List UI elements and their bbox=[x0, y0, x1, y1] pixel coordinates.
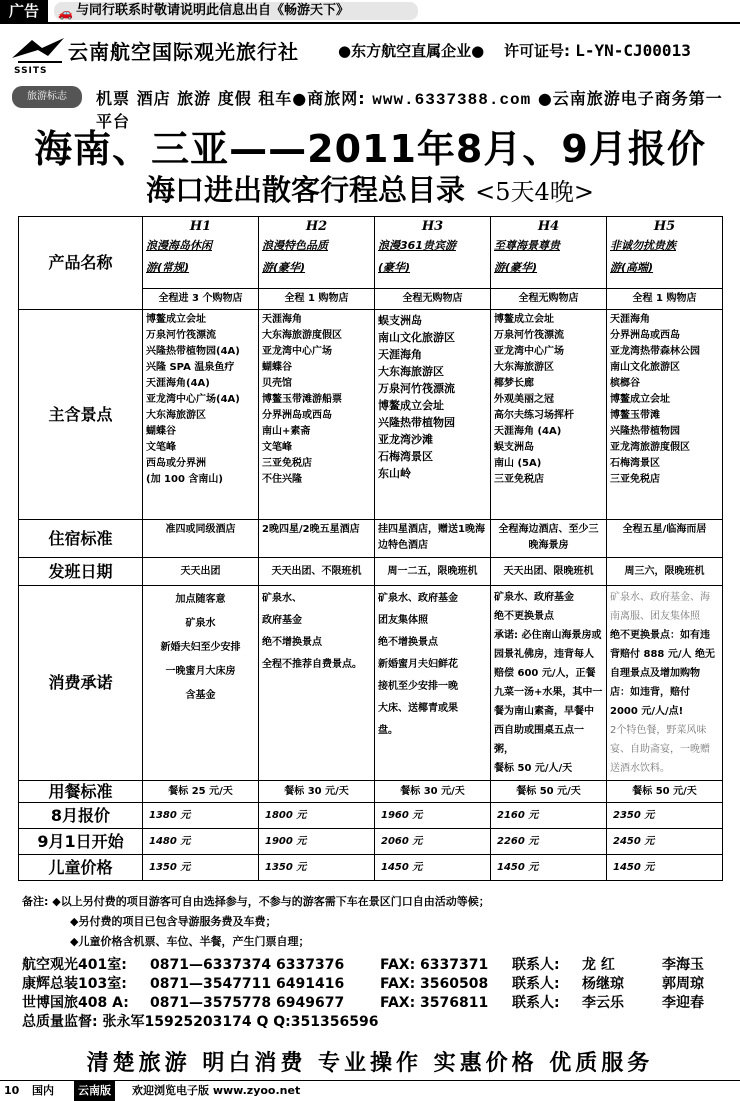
aug-price: 2350 元 bbox=[607, 803, 723, 829]
sights-cell bbox=[491, 310, 607, 520]
list-item: 椰梦长廊 bbox=[494, 378, 534, 389]
sights-cell bbox=[607, 310, 723, 520]
promise-cell bbox=[607, 586, 723, 781]
list-item: 兴隆热带植物园 bbox=[378, 416, 455, 429]
supervisor: 总质量监督: 张永军15925203174 Q Q:351356596 bbox=[22, 1014, 379, 1030]
child-price: 1350 元 bbox=[143, 855, 259, 881]
contact-person-label: 联系人: bbox=[512, 995, 560, 1011]
list-item: 亚龙湾沙滩 bbox=[378, 433, 433, 446]
label-meal: 用餐标准 bbox=[19, 781, 143, 803]
list-item: 新婚夫妇至少安排 bbox=[160, 642, 241, 653]
sights-cell bbox=[375, 310, 491, 520]
contact-person-label: 联系人: bbox=[512, 957, 560, 973]
promise-grey: 矿泉水、政府基金、海南离服、团友集体照 bbox=[610, 592, 710, 622]
child-price: 1450 元 bbox=[375, 855, 491, 881]
contact-person: 李云乐 bbox=[582, 995, 624, 1011]
list-item: 亚龙湾热带森林公园 bbox=[610, 346, 700, 357]
contact-fax: FAX: 3576811 bbox=[380, 995, 489, 1011]
label-aug: 8月报价 bbox=[19, 803, 143, 829]
sub-title-suffix: <5天4晚> bbox=[475, 178, 594, 206]
aug-price: 1380 元 bbox=[143, 803, 259, 829]
list-item: (加 100 含南山) bbox=[146, 474, 223, 485]
contact-phone: 0871—6337374 6337376 bbox=[150, 957, 345, 973]
list-item: 南山 (5A) bbox=[494, 458, 542, 469]
list-item: 蜈支洲岛 bbox=[494, 442, 534, 453]
supervisor-row bbox=[22, 1013, 722, 1032]
list-item: 团友集体照 bbox=[378, 615, 428, 626]
list-item: 万泉河竹筏漂流 bbox=[146, 330, 216, 341]
list-item: 博鳌成立会址 bbox=[378, 399, 444, 412]
list-item: 高尔夫练习场挥杆 bbox=[494, 410, 574, 421]
product-name: 浪漫特色品质 游(豪华) bbox=[262, 239, 328, 274]
list-item: 蝴蝶谷 bbox=[262, 362, 292, 373]
slogan: 清楚旅游 明白消费 专业操作 实惠价格 优质服务 bbox=[86, 1051, 654, 1076]
services-slogan: ●云南旅游电子商务第一平台 bbox=[96, 89, 723, 131]
consumption-row bbox=[19, 586, 723, 781]
product-cell bbox=[491, 217, 607, 289]
departure-info: 周三六，限晚班机 bbox=[607, 558, 723, 586]
label-child: 儿童价格 bbox=[19, 855, 143, 881]
departure-row bbox=[19, 558, 723, 586]
page-number: 10 bbox=[4, 1084, 20, 1097]
list-item: 天涯海角 (4A) bbox=[494, 426, 562, 437]
note-item: ◆以上另付费的项目游客可自由选择参与，不参与的游客需下车在景区门口自由活动等候； bbox=[52, 895, 490, 908]
shop-info: 全程无购物店 bbox=[375, 289, 491, 310]
shop-info: 全程 1 购物店 bbox=[259, 289, 375, 310]
list-item: 三亚免税店 bbox=[494, 474, 544, 485]
badge-logo: 旅游标志 bbox=[12, 86, 82, 108]
list-item: 东山岭 bbox=[378, 467, 411, 480]
promise-cell bbox=[143, 586, 259, 781]
list-item: 含基金 bbox=[185, 690, 216, 701]
shop-info: 全程进 3 个购物店 bbox=[143, 289, 259, 310]
product-name: 浪漫361贵宾游 (豪华) bbox=[378, 239, 456, 274]
shop-info: 全程无购物店 bbox=[491, 289, 607, 310]
list-item: 博鳌玉带滩游船票 bbox=[262, 394, 342, 405]
list-item: 接机至少安排一晚 bbox=[378, 681, 458, 692]
hotel-info: 2晚四星/2晚五星酒店 bbox=[259, 520, 375, 558]
sep-price: 1480 元 bbox=[143, 829, 259, 855]
license-label: 许可证号: bbox=[504, 42, 570, 60]
list-item: 三亚免税店 bbox=[610, 474, 660, 485]
list-item: 新婚蜜月夫妇鲜花 bbox=[378, 659, 458, 670]
contact-office: 航空观光401室: bbox=[22, 957, 127, 973]
list-item: 蜈支洲岛 bbox=[378, 314, 422, 327]
list-item: 万泉河竹筏漂流 bbox=[378, 382, 455, 395]
sights-cell bbox=[143, 310, 259, 520]
list-item: 万泉河竹筏漂流 bbox=[494, 330, 564, 341]
list-item: 外观美丽之冠 bbox=[494, 394, 554, 405]
list-item: 亚龙湾中心广场(4A) bbox=[146, 394, 240, 405]
contact-row bbox=[22, 956, 722, 975]
list-item: 矿泉水、政府基金 bbox=[378, 593, 458, 604]
services-text: 机票 酒店 旅游 度假 租车●商旅网: bbox=[96, 89, 366, 108]
hotel-info: 准四或同级酒店 bbox=[143, 520, 259, 558]
list-item: 博鳌成立会址 bbox=[610, 394, 670, 405]
sights-cell bbox=[259, 310, 375, 520]
list-item: 矿泉水、 bbox=[262, 593, 302, 604]
car-icon: 🚗 bbox=[58, 6, 73, 20]
list-item: 天涯海角 bbox=[378, 348, 422, 361]
product-cell bbox=[607, 217, 723, 289]
meal-info: 餐标 50 元/天 bbox=[491, 781, 607, 803]
contact-fax: FAX: 3560508 bbox=[380, 976, 489, 992]
top-bar bbox=[0, 0, 740, 24]
agency-logo-icon bbox=[8, 34, 70, 70]
contact-phone: 0871—3575778 6949677 bbox=[150, 995, 345, 1011]
hotel-info: 挂四星酒店，赠送1晚海边特色酒店 bbox=[375, 520, 491, 558]
list-item: 亚龙湾中心广场 bbox=[262, 346, 332, 357]
aug-price: 2160 元 bbox=[491, 803, 607, 829]
child-price: 1450 元 bbox=[607, 855, 723, 881]
sep-price: 2060 元 bbox=[375, 829, 491, 855]
list-item: 亚龙湾中心广场 bbox=[494, 346, 564, 357]
edition-badge: 云南版 bbox=[74, 1081, 115, 1101]
meal-row bbox=[19, 781, 723, 803]
website-link[interactable]: www.6337388.com bbox=[372, 91, 532, 109]
list-item: 槟榔谷 bbox=[610, 378, 640, 389]
list-item: 绝不增换景点 bbox=[378, 637, 438, 648]
contact-person: 李迎春 bbox=[662, 995, 704, 1011]
product-cell bbox=[259, 217, 375, 289]
notes-label: 备注: bbox=[22, 895, 49, 908]
meal-info: 餐标 25 元/天 bbox=[143, 781, 259, 803]
itinerary-table bbox=[18, 216, 723, 881]
child-price: 1450 元 bbox=[491, 855, 607, 881]
notice-text: 与同行联系时敬请说明此信息出自《畅游天下》 bbox=[76, 3, 350, 18]
license-number: L-YN-CJ00013 bbox=[575, 41, 691, 60]
product-cell bbox=[143, 217, 259, 289]
product-code: H5 bbox=[653, 219, 676, 234]
departure-info: 周一二五，限晚班机 bbox=[375, 558, 491, 586]
footer bbox=[0, 1080, 740, 1101]
promise-cell bbox=[259, 586, 375, 781]
footer-website[interactable]: 欢迎浏览电子版 www.zyoo.net bbox=[132, 1084, 301, 1097]
product-name: 非诚勿扰贵族 游(高端) bbox=[610, 239, 676, 274]
list-item: 天涯海角 bbox=[610, 314, 650, 325]
list-item: 一晚蜜月大床房 bbox=[165, 666, 236, 677]
departure-info: 天天出团、不限班机 bbox=[259, 558, 375, 586]
contact-person: 李海玉 bbox=[662, 957, 704, 973]
list-item: 加点随客意 bbox=[175, 594, 226, 605]
meal-info: 餐标 30 元/天 bbox=[375, 781, 491, 803]
contact-office: 康辉总装103室: bbox=[22, 976, 127, 992]
notes-row-1 bbox=[22, 892, 722, 912]
notice-banner bbox=[54, 2, 418, 20]
label-departure: 发班日期 bbox=[19, 558, 143, 586]
scenic-row bbox=[19, 310, 723, 520]
aug-price-row bbox=[19, 803, 723, 829]
list-item: 绝不增换景点 bbox=[262, 637, 322, 648]
aug-price: 1960 元 bbox=[375, 803, 491, 829]
list-item: 天涯海角(4A) bbox=[146, 378, 210, 389]
label-product: 产品名称 bbox=[19, 217, 143, 310]
label-hotel: 住宿标准 bbox=[19, 520, 143, 558]
shop-info: 全程 1 购物店 bbox=[607, 289, 723, 310]
list-item: 不住兴隆 bbox=[262, 474, 302, 485]
list-item: 大床、送椰青或果 bbox=[378, 703, 458, 714]
departure-info: 天天出团、限晚班机 bbox=[491, 558, 607, 586]
list-item: 兴隆热带植物园(4A) bbox=[146, 346, 240, 357]
agency-affiliation: ●东方航空直属企业● bbox=[338, 42, 485, 60]
meal-info: 餐标 30 元/天 bbox=[259, 781, 375, 803]
list-item: 博鳌成立会址 bbox=[494, 314, 554, 325]
hotel-info: 全程五星/临海而居 bbox=[607, 520, 723, 558]
agency-name: 云南航空国际观光旅行社 bbox=[68, 40, 299, 64]
list-item: 三亚免税店 bbox=[262, 458, 312, 469]
sub-title-text: 海口进出散客行程总目录 bbox=[146, 173, 466, 207]
product-name: 浪漫海岛休闲 游(常规) bbox=[146, 239, 212, 274]
list-item: 大东海旅游度假区 bbox=[262, 330, 342, 341]
contact-office: 世博国旅408 A: bbox=[22, 995, 129, 1011]
aug-price: 1800 元 bbox=[259, 803, 375, 829]
contact-person: 龙 红 bbox=[582, 957, 615, 973]
hotel-info: 全程海边酒店、至少三晚海景房 bbox=[491, 520, 607, 558]
list-item: 南山+素斋 bbox=[262, 426, 311, 437]
list-item: 石梅湾景区 bbox=[378, 450, 433, 463]
contact-phone: 0871—3547711 6491416 bbox=[150, 976, 345, 992]
list-item: 绝不更换景点 bbox=[494, 611, 554, 622]
list-item: 分界洲岛或西岛 bbox=[610, 330, 680, 341]
agency-header bbox=[4, 28, 736, 131]
notes bbox=[22, 892, 722, 952]
list-item: 贝壳馆 bbox=[262, 378, 292, 389]
promise-grey: 2个特色餐，野菜风味宴、自助斋宴，一晚赠送酒水饮料。 bbox=[610, 725, 710, 774]
product-cell bbox=[375, 217, 491, 289]
list-item: 博鳌成立会址 bbox=[146, 314, 206, 325]
list-item: 大东海旅游区 bbox=[378, 365, 444, 378]
label-scenic: 主含景点 bbox=[19, 310, 143, 520]
product-row bbox=[19, 217, 723, 289]
sep-price-row bbox=[19, 829, 723, 855]
list-item: 大东海旅游区 bbox=[494, 362, 554, 373]
contact-row bbox=[22, 975, 722, 994]
contact-row bbox=[22, 994, 722, 1013]
meal-info: 餐标 50 元/天 bbox=[607, 781, 723, 803]
promise-cell bbox=[491, 586, 607, 781]
sep-price: 1900 元 bbox=[259, 829, 375, 855]
list-item: 全程不推荐自费景点。 bbox=[262, 659, 362, 670]
label-sep: 9月1日开始 bbox=[19, 829, 143, 855]
list-item: 承诺: 必住南山海景房或园景礼佛房，违背每人赔偿 600 元/人，正餐九菜一汤+水果，其中一餐为南山素斋，早餐中西自助或围桌五点一粥， bbox=[494, 630, 603, 755]
sep-price: 2450 元 bbox=[607, 829, 723, 855]
hotel-row bbox=[19, 520, 723, 558]
child-price: 1350 元 bbox=[259, 855, 375, 881]
list-item: 盘。 bbox=[378, 725, 398, 736]
list-item: 分界洲岛或西岛 bbox=[262, 410, 332, 421]
product-code: H2 bbox=[305, 219, 328, 234]
product-code: H4 bbox=[537, 219, 560, 234]
sub-title bbox=[0, 168, 740, 209]
list-item: 石梅湾景区 bbox=[610, 458, 660, 469]
list-item: 大东海旅游区 bbox=[146, 410, 206, 421]
note-item: ◆另付费的项目已包含导游服务费及车费； bbox=[70, 915, 277, 928]
list-item: 亚龙湾旅游度假区 bbox=[610, 442, 690, 453]
promise-bold: 绝不更换景点：如有违背赔付 888 元/人 绝无自理景点及增加购物店：如违背，赔付 2000 元/人/点! bbox=[610, 630, 715, 717]
contact-person: 郭周琼 bbox=[662, 976, 704, 992]
logo-text: SSITS bbox=[14, 66, 48, 76]
list-item: 南山文化旅游区 bbox=[610, 362, 680, 373]
ad-label: 广告 bbox=[0, 0, 48, 22]
contact-fax: FAX: 6337371 bbox=[380, 957, 489, 973]
list-item: 博鳌玉带滩 bbox=[610, 410, 660, 421]
list-item: 矿泉水 bbox=[185, 618, 216, 629]
product-code: H1 bbox=[189, 219, 212, 234]
sep-price: 2260 元 bbox=[491, 829, 607, 855]
list-item: 南山文化旅游区 bbox=[378, 331, 455, 344]
label-consumption: 消费承诺 bbox=[19, 586, 143, 781]
list-item: 餐标 50 元/人/天 bbox=[494, 763, 573, 774]
section-name: 国内 bbox=[32, 1084, 54, 1097]
list-item: 兴隆热带植物园 bbox=[610, 426, 680, 437]
contact-person: 杨继琼 bbox=[582, 976, 624, 992]
license bbox=[504, 40, 691, 61]
departure-info: 天天出团 bbox=[143, 558, 259, 586]
contacts bbox=[22, 956, 722, 1032]
product-code: H3 bbox=[421, 219, 444, 234]
child-price-row bbox=[19, 855, 723, 881]
list-item: 天涯海角 bbox=[262, 314, 302, 325]
list-item: 蝴蝶谷 bbox=[146, 426, 176, 437]
list-item: 兴隆 SPA 温泉鱼疗 bbox=[146, 362, 235, 373]
note-item: ◆儿童价格含机票、车位、半餐，产生门票自理； bbox=[70, 935, 310, 948]
list-item: 矿泉水、政府基金 bbox=[494, 592, 574, 603]
product-name: 至尊海景尊贵 游(豪华) bbox=[494, 239, 560, 274]
list-item: 政府基金 bbox=[262, 615, 302, 626]
promise-cell bbox=[375, 586, 491, 781]
list-item: 文笔峰 bbox=[262, 442, 292, 453]
contact-person-label: 联系人: bbox=[512, 976, 560, 992]
list-item: 西岛或分界洲 bbox=[146, 458, 206, 469]
list-item: 文笔峰 bbox=[146, 442, 176, 453]
main-title: 海南、三亚——2011年8月、9月报价 bbox=[34, 127, 706, 171]
